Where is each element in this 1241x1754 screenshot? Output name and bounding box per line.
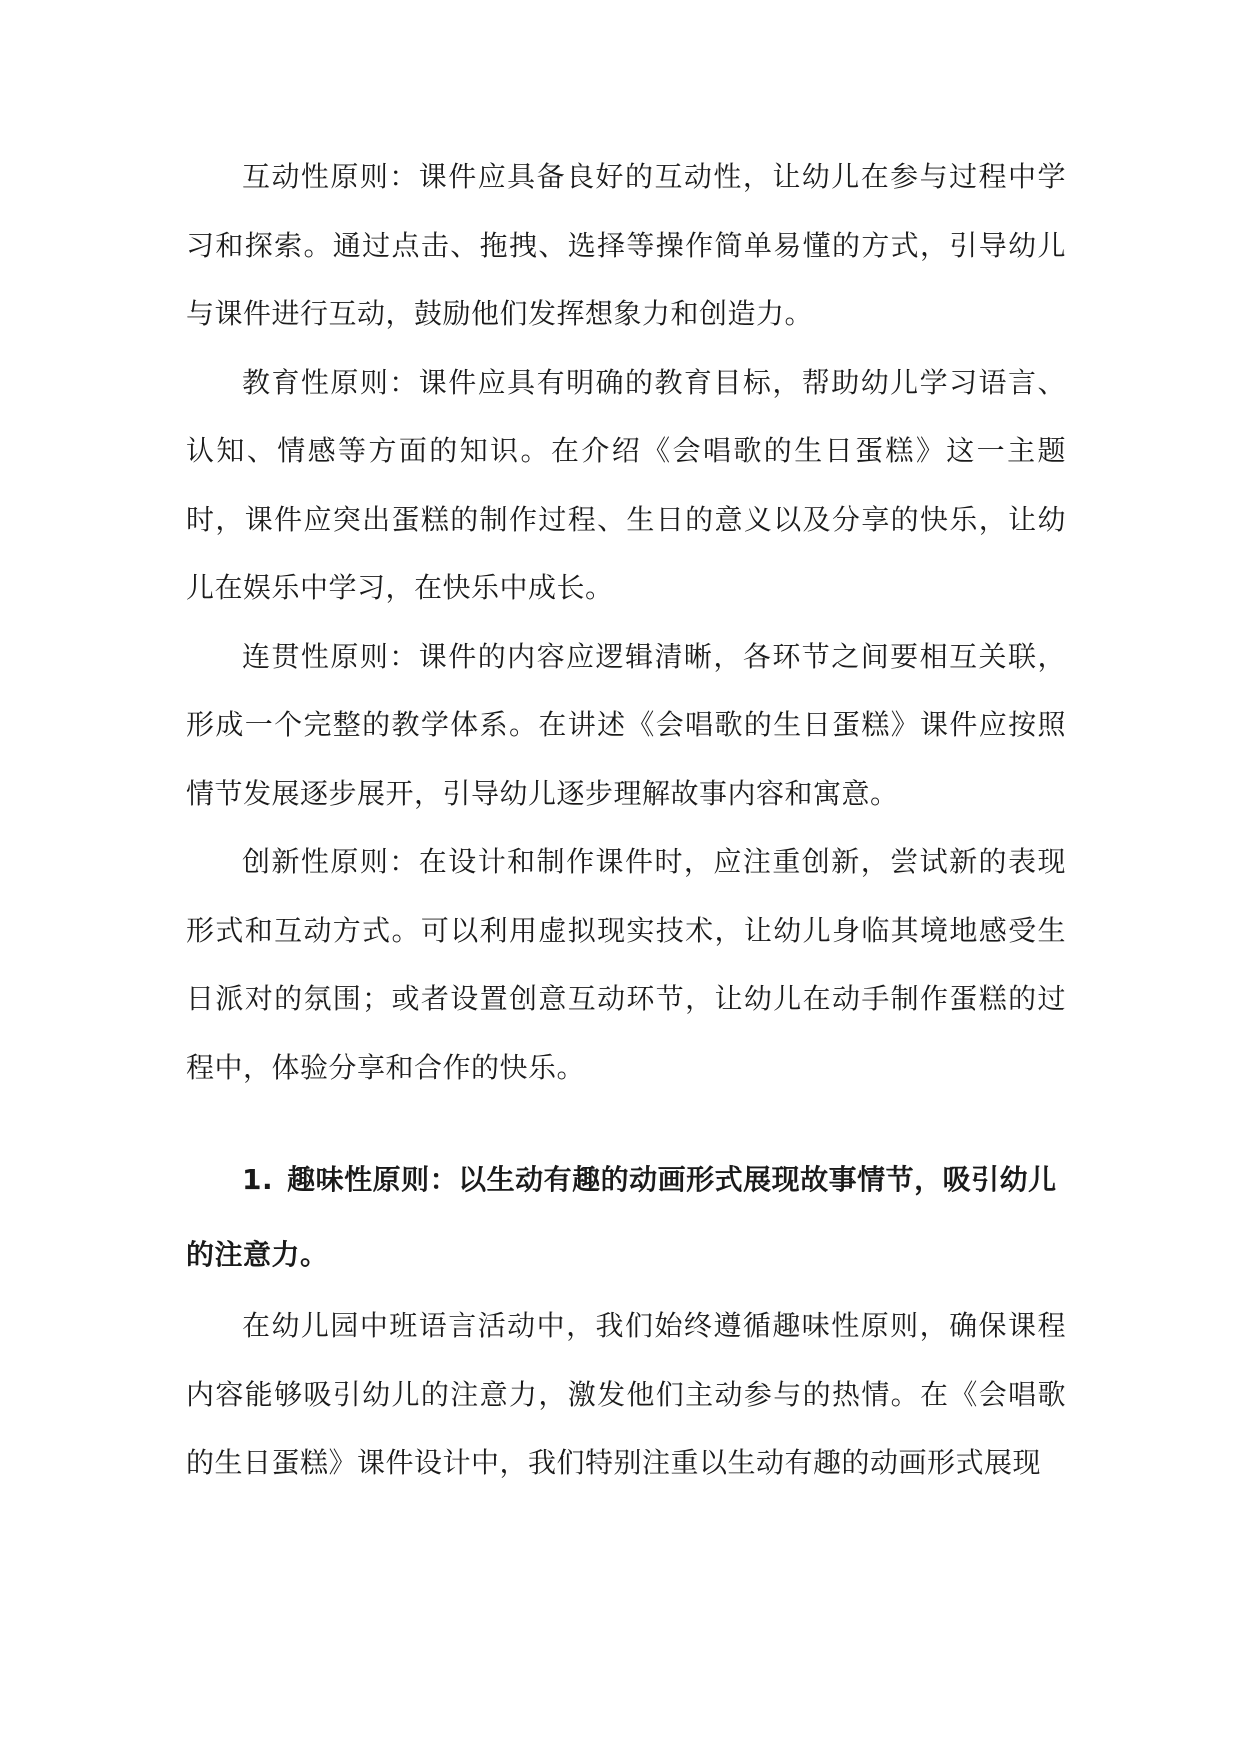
- section-heading-text: 趣味性原则：以生动有趣的动画形式展现故事情节，吸引幼儿的注意力。: [186, 1163, 1057, 1271]
- paragraph-coherence-principle: 连贯性原则：课件的内容应逻辑清晰，各环节之间要相互关联，形成一个完整的教学体系。在讲述《会唱歌的生日蛋糕》课件应按照情节发展逐步展开，引导幼儿逐步理解故事内容和寓意。: [186, 639, 1066, 810]
- paragraph-innovation-principle: 创新性原则：在设计和制作课件时，应注重创新，尝试新的表现形式和互动方式。可以利用虚拟现实技术，让幼儿身临其境地感受生日派对的氛围；或者设置创意互动环节，让幼儿在动手制作蛋糕的过程中，体验分享和合作的快乐。: [186, 845, 1066, 1084]
- section-heading: [186, 1142, 1066, 1292]
- section-heading-number: 1.: [242, 1163, 274, 1196]
- paragraph-fun-principle-body: 在幼儿园中班语言活动中，我们始终遵循趣味性原则，确保课程内容能够吸引幼儿的注意力，激发他们主动参与的热情。在《会唱歌的生日蛋糕》课件设计中，我们特别注重以生动有趣的动画形式展现: [186, 1309, 1066, 1479]
- document-body: [186, 143, 1066, 1498]
- paragraph-interactivity-principle: 互动性原则：课件应具备良好的互动性，让幼儿在参与过程中学习和探索。通过点击、拖拽、选择等操作简单易懂的方式，引导幼儿与课件进行互动，鼓励他们发挥想象力和创造力。: [186, 160, 1066, 330]
- paragraph-educational-principle: 教育性原则：课件应具有明确的教育目标，帮助幼儿学习语言、认知、情感等方面的知识。在介绍《会唱歌的生日蛋糕》这一主题时，课件应突出蛋糕的制作过程、生日的意义以及分享的快乐，让幼儿在娱乐中学习，在快乐中成长。: [186, 365, 1066, 604]
